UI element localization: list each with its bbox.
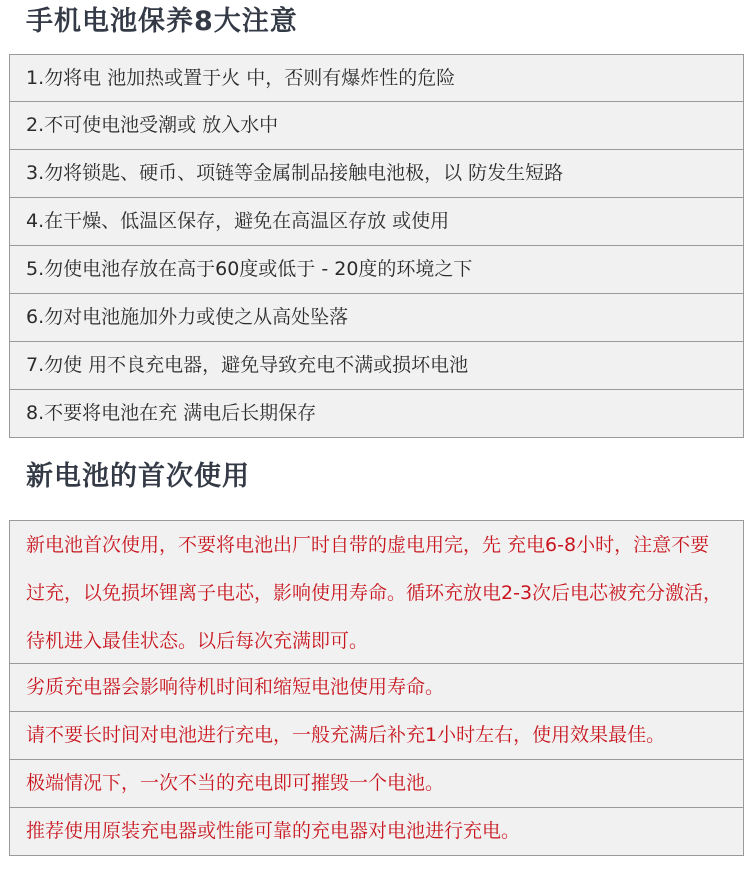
battery-care-list [9, 54, 744, 438]
care-rule-6: 6.勿对电池施加外力或使之从高处坠落 [9, 294, 744, 342]
first-use-intro [9, 520, 744, 664]
first-use-tip-3: 极端情况下，一次不当的充电即可摧毁一个电池。 [9, 760, 744, 808]
first-use-tip-1: 劣质充电器会影响待机时间和缩短电池使用寿命。 [9, 664, 744, 712]
first-use-intro-line-3: 待机进入最佳状态。以后每次充满即可。 [26, 630, 369, 652]
first-use-intro-line-1: 新电池首次使用，不要将电池出厂时自带的虚电用完，先 充电6-8小时，注意不要 [26, 534, 710, 556]
care-rule-2: 2.不可使电池受潮或 放入水中 [9, 102, 744, 150]
care-rule-1: 1.勿将电 池加热或置于火 中，否则有爆炸性的危险 [9, 54, 744, 102]
care-rule-4: 4.在干燥、低温区保存，避免在高温区存放 或使用 [9, 198, 744, 246]
first-use-list [9, 520, 744, 856]
first-use-title: 新电池的首次使用 [26, 461, 250, 492]
first-use-tip-2: 请不要长时间对电池进行充电，一般充满后补充1小时左右，使用效果最佳。 [9, 712, 744, 760]
care-rule-3: 3.勿将锁匙、硬币、项链等金属制品接触电池极，以 防发生短路 [9, 150, 744, 198]
care-rule-5: 5.勿使电池存放在高于60度或低于 - 20度的环境之下 [9, 246, 744, 294]
first-use-tip-4: 推荐使用原装充电器或性能可靠的充电器对电池进行充电。 [9, 808, 744, 856]
battery-care-title: 手机电池保养8大注意 [26, 6, 298, 37]
care-rule-7: 7.勿使 用不良充电器，避免导致充电不满或损坏电池 [9, 342, 744, 390]
care-rule-8: 8.不要将电池在充 满电后长期保存 [9, 390, 744, 438]
first-use-intro-line-2: 过充，以免损坏锂离子电芯，影响使用寿命。循环充放电2-3次后电芯被充分激活， [26, 582, 723, 604]
